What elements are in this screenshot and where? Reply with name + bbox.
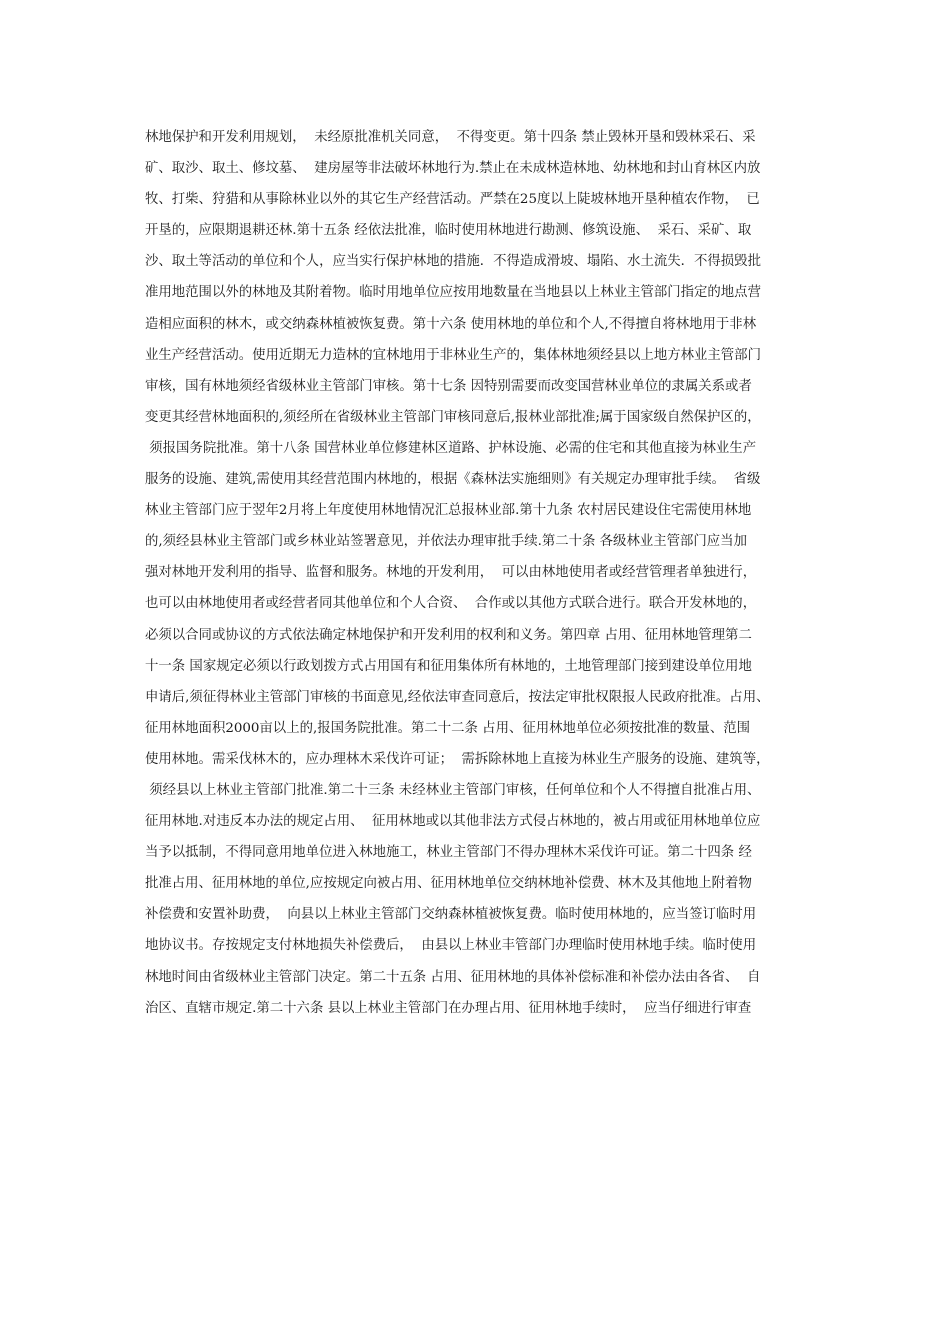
- text-line: 林地保护和开发利用规划， 未经原批准机关同意， 不得变更。第十四条 禁止毁林开垦和毁林采石、采: [145, 130, 756, 145]
- text-line: 须报国务院批准。第十八条 国营林业单位修建林区道路、护林设施、必需的住宅和其他直接为林业生产: [145, 440, 757, 456]
- text-line: 造相应面积的林木，或交纳森林植被恢复费。第十六条 使用林地的单位和个人,不得擅自将林地用于非林: [145, 316, 757, 332]
- text-line: 林业主管部门应于翌年2月将上年度使用林地情况汇总报林业部.第十九条 农村居民建设住宅需使用林地: [145, 503, 752, 519]
- text-line: 征用林地.对违反本办法的规定占用、 征用林地或以其他非法方式侵占林地的，被占用或征用林地单位应: [145, 814, 761, 830]
- text-line: 业生产经营活动。使用近期无力造林的宜林地用于非林业生产的，集体林地须经县以上地方林业主管部门: [145, 347, 761, 363]
- text-line: 批准占用、征用林地的单位,应按规定向被占用、征用林地单位交纳林地补偿费、林木及其他地上附着物: [145, 876, 752, 892]
- text-line: 也可以由林地使用者或经营者同其他单位和个人合资、 合作或以其他方式联合进行。联合开发林地的，: [145, 596, 757, 612]
- text-line: 的,须经县林业主管部门或乡林业站签署意见，并依法办理审批手续.第二十条 各级林业主管部门应当加: [145, 534, 747, 550]
- text-line: 使用林地。需采伐林木的，应办理林木采伐许可证； 需拆除林地上直接为林业生产服务的设施、建筑等，: [145, 751, 770, 767]
- text-line: 当予以抵制，不得同意用地单位进入林地施工，林业主管部门不得办理林木采伐许可证。第二十四条 经: [145, 845, 752, 861]
- text-line: 准用地范围以外的林地及其附着物。临时用地单位应按用地数量在当地县以上林业主管部门指定的地点营: [145, 285, 761, 301]
- text-line: 必须以合同或协议的方式依法确定林地保护和开发利用的权利和义务。第四章 占用、征用林地管理第二: [145, 627, 752, 643]
- text-line: 治区、直辖市规定.第二十六条 县以上林业主管部门在办理占用、征用林地手续时， 应当仔细进行审查: [145, 1000, 752, 1016]
- text-line: 地协议书。存按规定支付林地损失补偿费后， 由县以上林业丰管部门办理临时使用林地手续。临时使用: [145, 938, 757, 954]
- text-line: 沙、取土等活动的单位和个人，应当实行保护林地的措施．不得造成滑坡、塌陷、水土流失．不得损毁批: [145, 254, 761, 270]
- text-line: 十一条 国家规定必须以行政划拨方式占用国有和征用集体所有林地的，土地管理部门接到建设单位用地: [145, 658, 752, 674]
- text-line: 须经县以上林业主管部门批准.第二十三条 未经林业主管部门审核，任何单位和个人不得擅自批准占用、: [145, 782, 761, 798]
- body-text: [145, 122, 825, 1024]
- text-line: 申请后,须征得林业主管部门审核的书面意见,经依法审查同意后，按法定审批权限报人民政府批准。占用、: [145, 689, 770, 705]
- text-line: 林地时间由省级林业主管部门决定。第二十五条 占用、征用林地的具体补偿标准和补偿办法由各省、 自: [145, 969, 761, 985]
- text-line: 矿、取沙、取土、修坟墓、 建房屋等非法破坏林地行为.禁止在未成林造林地、幼林地和封山育林区内放: [145, 161, 761, 177]
- text-line: 变更其经营林地面积的,须经所在省级林业主管部门审核同意后,报林业部批准;属于国家级自然保护区的，: [145, 409, 761, 425]
- text-line: 牧、打柴、狩猎和从事除林业以外的其它生产经营活动。严禁在25度以上陡坡林地开垦种植农作物， 已: [145, 192, 760, 208]
- text-line: 征用林地面积2000亩以上的,报国务院批准。第二十二条 占用、征用林地单位必须按批准的数量、范围: [145, 720, 750, 736]
- text-line: 强对林地开发利用的指导、监督和服务。林地的开发利用， 可以由林地使用者或经营管理者单独进行，: [145, 565, 757, 581]
- text-line: 服务的设施、建筑,需使用其经营范围内林地的，根据《森林法实施细则》有关规定办理审批手续。 省级: [145, 472, 761, 488]
- text-line: 补偿费和安置补助费， 向县以上林业主管部门交纳森林植被恢复费。临时使用林地的，应当签订临时用: [145, 907, 757, 923]
- text-line: 开垦的，应限期退耕还林.第十五条 经依法批准，临时使用林地进行勘测、修筑设施、 采石、采矿、取: [145, 223, 752, 239]
- text-line: 审核，国有林地须经省级林业主管部门审核。第十七条 因特别需要而改变国营林业单位的隶属关系或者: [145, 378, 752, 394]
